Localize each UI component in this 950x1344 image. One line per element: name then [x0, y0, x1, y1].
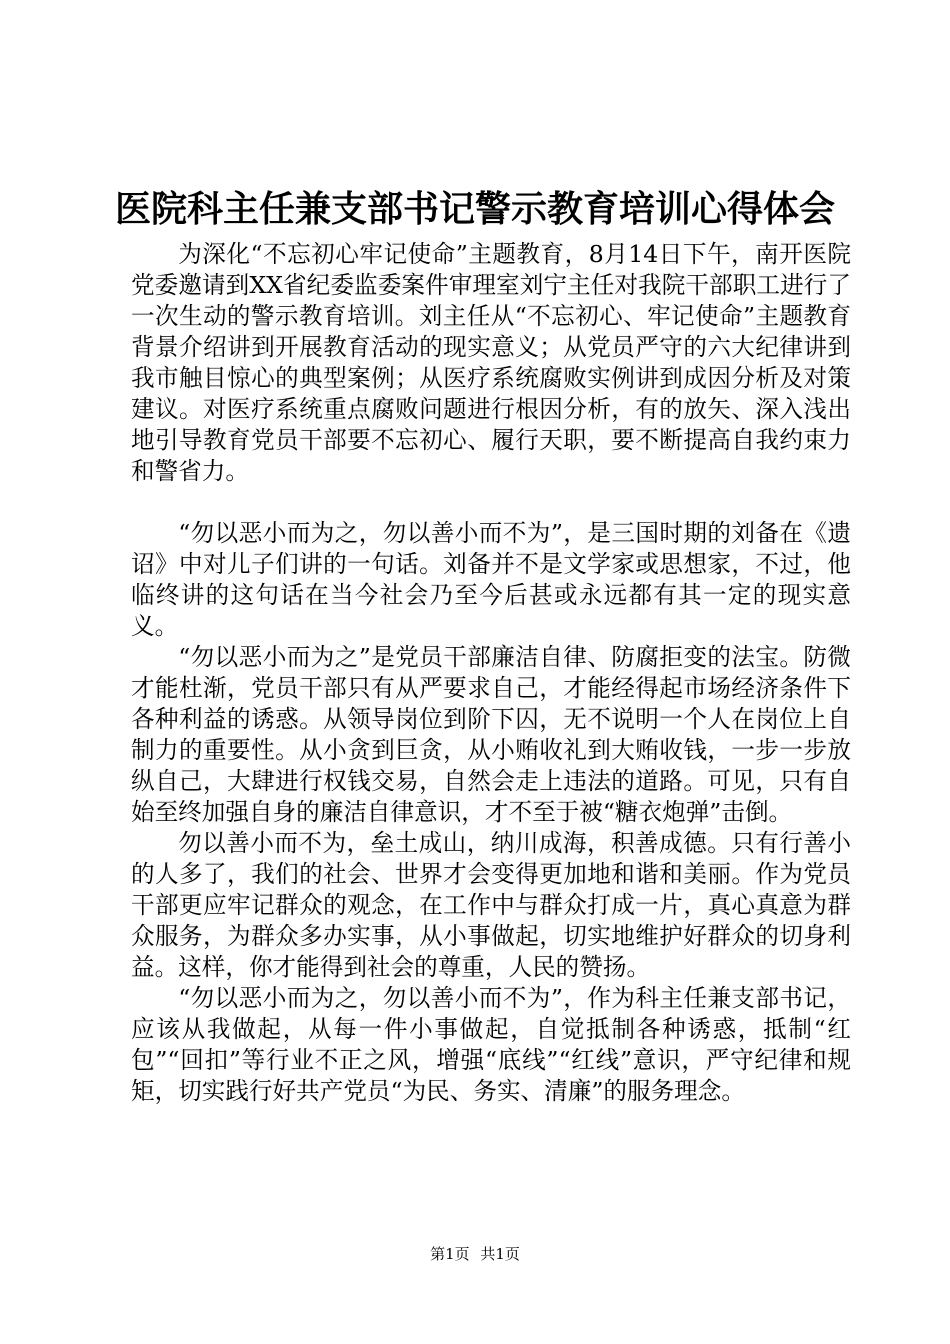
paragraph-good-small: 勿以善小而不为，垒土成山，纳川成海，积善成德。只有行善小的人多了，我们的社会、世界才会变得更加地和谐和美丽。作为党员干部更应牢记群众的观念，在工作中与群众打成一片，真心真意为群众服务，为群众多办实事，从小事做起，切实地维护好群众的切身利益。这样，你才能得到社会的尊重，人民的赞扬。 — [131, 829, 851, 981]
page-number: 第1页 — [430, 1245, 470, 1263]
paragraph-quote-origin: “勿以恶小而为之，勿以善小而不为”，是三国时期的刘备在《遗诏》中对儿子们讲的一句话。刘备并不是文学家或思想家，不过，他临终讲的这句话在当今社会乃至今后甚或永远都有其一定的现实意义。 — [131, 519, 851, 640]
document-body — [131, 239, 851, 1107]
paragraph-conclusion: “勿以恶小而为之，勿以善小而不为”，作为科主任兼支部书记，应该从我做起，从每一件小事做起，自觉抵制各种诱惑，抵制“红包”“回扣”等行业不正之风，增强“底线”“红线”意识，严守纪律和规矩，切实践行好共产党员“为民、务实、清廉”的服务理念。 — [131, 984, 851, 1105]
paragraph-intro: 为深化“不忘初心牢记使命”主题教育，8月14日下午，南开医院党委邀请到XX省纪委监委案件审理室刘宁主任对我院干部职工进行了一次生动的警示教育培训。刘主任从“不忘初心、牢记使命”主题教育背景介绍讲到开展教育活动的现实意义；从党员严守的六大纪律讲到我市触目惊心的典型案例；从医疗系统腐败实例讲到成因分析及对策建议。对医疗系统重点腐败问题进行根因分析，有的放矢、深入浅出地引导教育党员干部要不忘初心、履行天职，要不断提高自我约束力和警省力。 — [131, 240, 851, 485]
document-title: 医院科主任兼支部书记警示教育培训心得体会 — [114, 188, 835, 230]
page-total: 共1页 — [480, 1245, 520, 1263]
paragraph-evil-small: “勿以恶小而为之”是党员干部廉洁自律、防腐拒变的法宝。防微才能杜渐，党员干部只有从严要求自己，才能经得起市场经济条件下各种利益的诱惑。从领导岗位到阶下囚，无不说明一个人在岗位上自制力的重要性。从小贪到巨贪，从小贿收礼到大贿收钱，一步一步放纵自己，大肆进行权钱交易，自然会走上违法的道路。可见，只有自始至终加强自身的廉洁自律意识，才不至于被“糖衣炮弹”击倒。 — [131, 643, 851, 826]
page-footer — [0, 1244, 950, 1264]
